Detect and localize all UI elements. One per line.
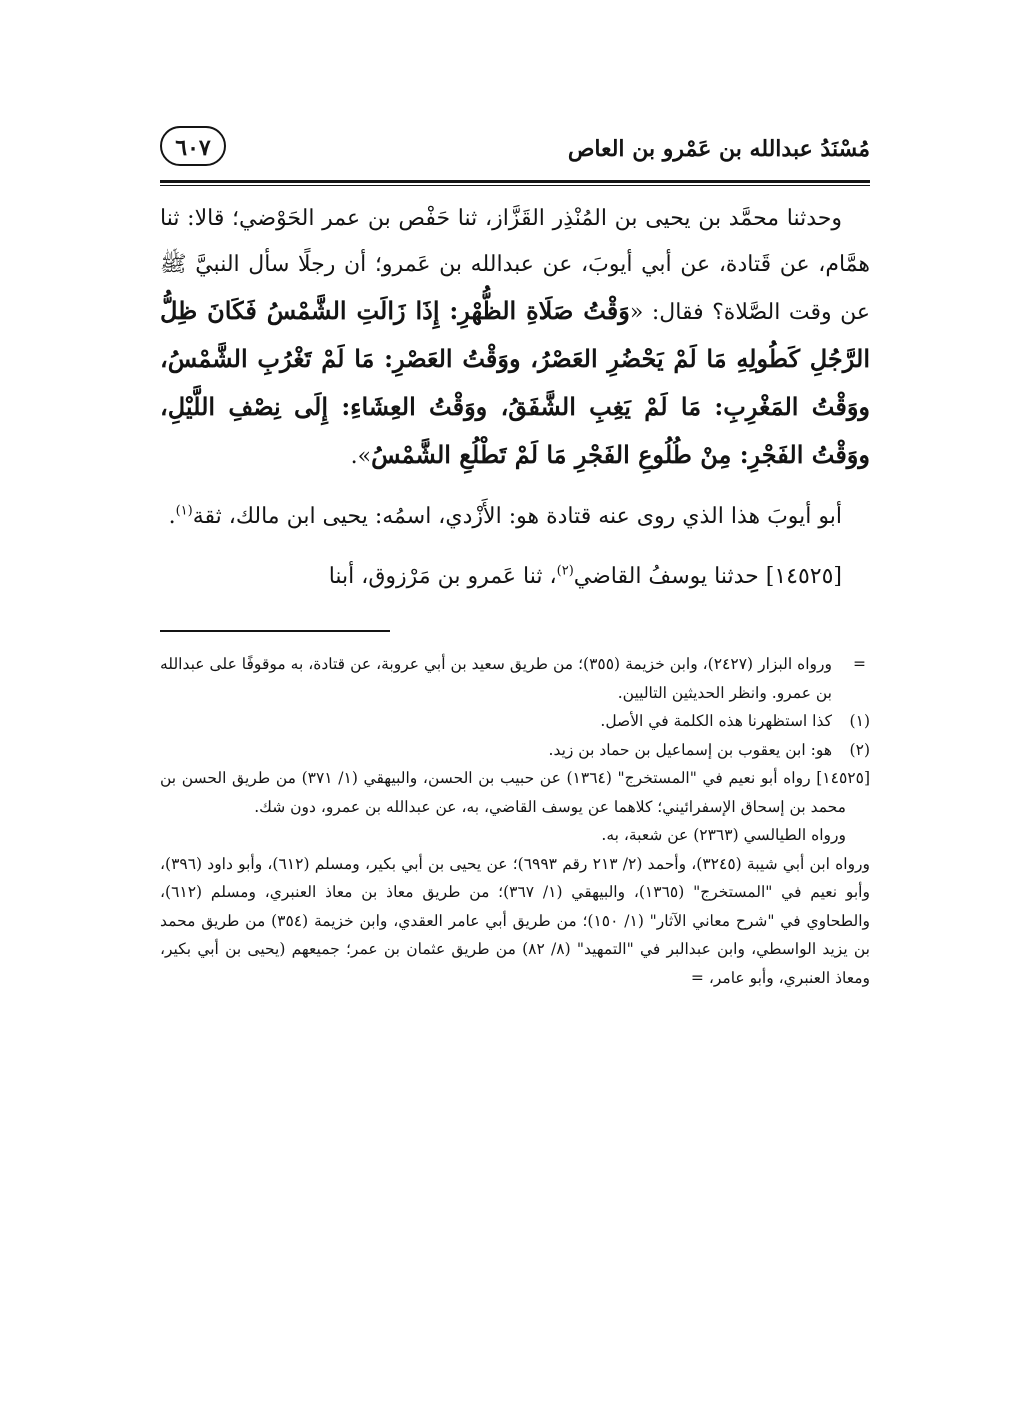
- continuation-marker: =: [853, 655, 866, 673]
- footnote-2-marker: (٢): [849, 740, 870, 759]
- page-number: ٦٠٧: [160, 126, 226, 166]
- footnote-2-text: هو: ابن يعقوب بن إسماعيل بن حماد بن زيد.: [548, 740, 832, 759]
- hadith-14525-text-b: ، ثنا عَمرو بن مَرْزوق، أبنا: [328, 564, 557, 589]
- footnote-2: [160, 736, 870, 765]
- main-text: [160, 196, 870, 600]
- hadith-14525-text-a: حدثنا يوسفُ القاضي: [573, 564, 766, 589]
- hadith-paragraph: [160, 196, 870, 480]
- narrator-note-text: أبو أيوبَ هذا الذي روى عنه قتادة هو: الأَزْدي، اسمُه: يحيى ابن مالك، ثقة: [192, 504, 842, 529]
- takhrij-paragraph-text: ورواه ابن أبي شيبة (٣٢٤٥)، وأحمد (٢/ ٢١٣ رقم ٦٩٩٣)؛ عن يحيى بن أبي بكير، ومسلم (٦١٢)، وأبو داود (٣٩٦)، وأبو نعيم في "المستخرج" (١٣٦٥)، والبيهقي (١/ ٣٦٧)؛ من طريق معاذ بن معاذ العنبري، ومسلم (٦١٢)، والطحاوي في "شرح معاني الآثار" (١/ ١٥٠)؛ من طريق أبي عامر العقدي، وابن خزيمة (٣٥٤) من طريق محمد بن يزيد الواسطي، وابن عبدالبر في "التمهيد" (٨/ ٨٢) من طريق عثمان بن عمر؛ جميعهم (يحيى بن أبي بكير، ومعاذ العنبري، وأبو عامر، =: [160, 854, 871, 987]
- takhrij-paragraph: [160, 850, 870, 993]
- continuation-text: ورواه البزار (٢٤٢٧)، وابن خزيمة (٣٥٥)؛ من طريق سعيد بن أبي عروبة، عن قتادة، به موقوفًا على عبدالله بن عمرو. وانظر الحديثين التاليين.: [160, 655, 832, 702]
- footnote-ref-2: (٢): [556, 563, 574, 579]
- footnote-continuation: [160, 650, 870, 707]
- page-header: [160, 110, 870, 186]
- takhrij-sub-text: ورواه الطيالسي (٢٣٦٣) عن شعبة، به.: [601, 826, 846, 844]
- footnotes: [160, 650, 870, 992]
- footnote-ref-1: (١): [175, 503, 193, 519]
- footnote-1-marker: (١): [849, 712, 870, 730]
- book-page: [160, 110, 870, 992]
- header-rule: [160, 180, 870, 186]
- hadith-matn: وَقْتُ صَلَاةِ الظُّهْرِ: إِذَا زَالَتِ الشَّمْسُ فَكَانَ ظِلُّ الرَّجُلِ كَطُولِهِ مَا لَمْ يَحْضُرِ العَصْرُ، ووَقْتُ العَصْرِ: مَا لَمْ تَغْرُبِ الشَّمْسُ، ووَقْتُ المَغْرِبِ: مَا لَمْ يَغِبِ الشَّفَقُ، ووَقْتُ العِشَاءِ: إِلَى نِصْفِ اللَّيْلِ، ووَقْتُ الفَجْرِ: مِنْ طُلُوعِ الفَجْرِ مَا لَمْ تَطْلُعِ الشَّمْسُ: [160, 296, 870, 469]
- takhrij-number: [١٤٥٢٥]: [816, 769, 870, 787]
- narrator-note-paragraph: [160, 494, 870, 540]
- takhrij-sub: [160, 821, 870, 850]
- quote-close: ».: [350, 444, 372, 469]
- takhrij-text: رواه أبو نعيم في "المستخرج" (١٣٦٤) عن حبيب بن الحسن، والبيهقي (١/ ٣٧١) من طريق الحسن بن محمد بن إسحاق الإسفرائيني؛ كلاهما عن يوسف القاضي، به، عن عبدالله بن عمرو، دون شك.: [160, 769, 846, 816]
- footnote-1-text: كذا استظهرنا هذه الكلمة في الأصل.: [600, 712, 832, 730]
- narrator-note-end: .: [168, 504, 176, 529]
- running-title: مُسْنَدُ عبدالله بن عَمْرو بن العاص: [567, 136, 870, 162]
- footnote-rule: [160, 630, 390, 632]
- hadith-number: [١٤٥٢٥]: [765, 564, 842, 589]
- hadith-14525-paragraph: [160, 554, 870, 600]
- footnote-1: [160, 707, 870, 736]
- isnad-text: وحدثنا محمَّد بن يحيى بن المُنْذِر القَزَّاز، ثنا حَفْص بن عمر الحَوْضي؛ قالا: ثنا همَّام، عن قَتادة، عن أبي أيوبَ، عن عبدالله بن عَمرو؛ أن رجلًا سأل النبيَّ ﷺ عن وقت الصَّلاة؟ فقال: «: [160, 206, 870, 325]
- takhrij-entry: [160, 764, 870, 821]
